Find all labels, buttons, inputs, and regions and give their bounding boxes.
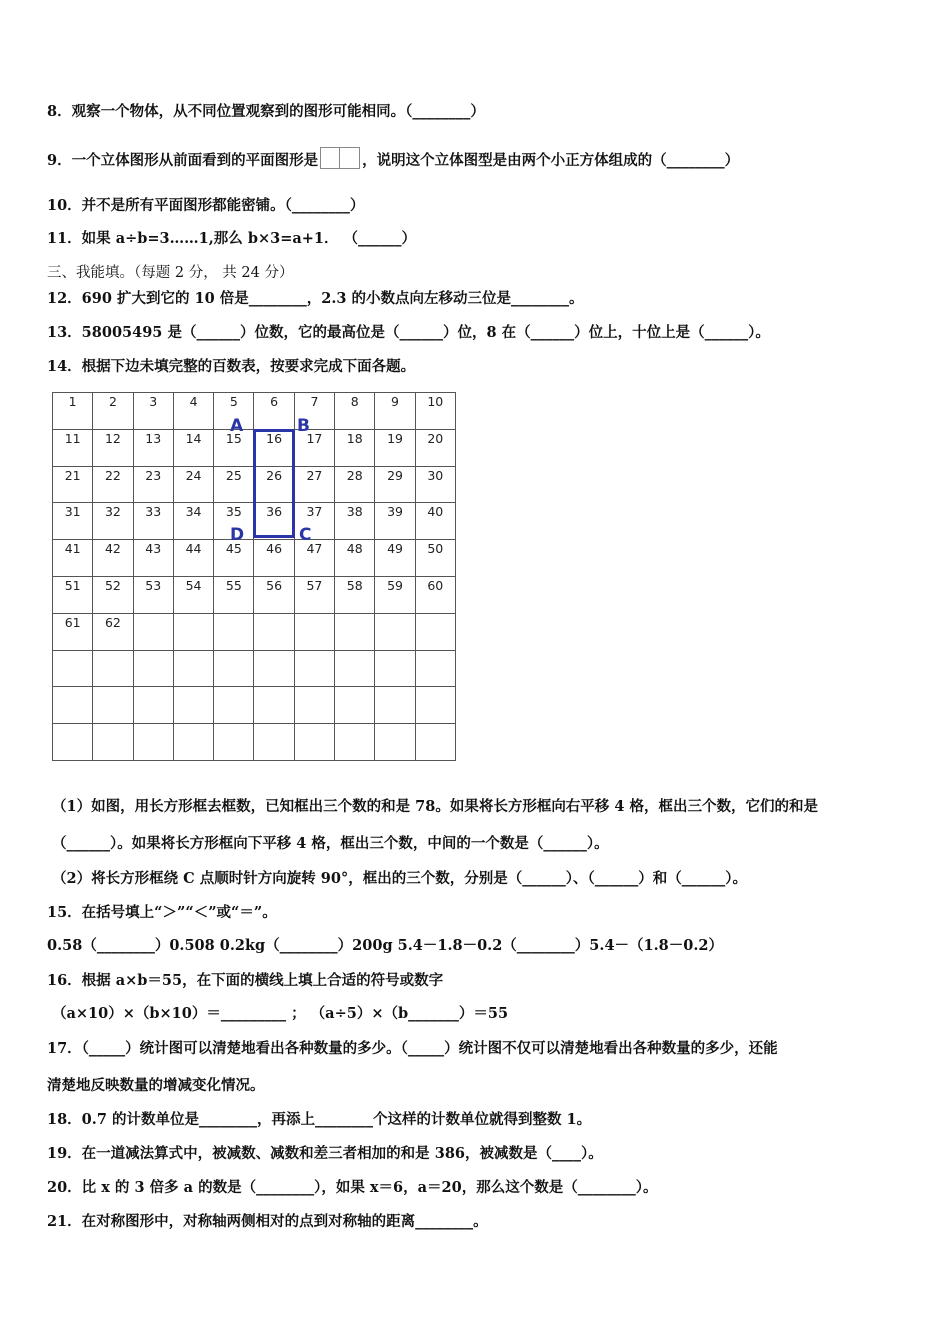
chart-cell	[415, 429, 455, 466]
chart-cell-number: 38	[346, 504, 363, 520]
chart-cell	[133, 393, 173, 430]
chart-cell	[133, 687, 173, 724]
chart-cell-number: 46	[266, 541, 283, 557]
chart-cell	[53, 650, 93, 687]
chart-cell	[415, 540, 455, 577]
chart-cell	[53, 466, 93, 503]
chart-cell-number: 13	[145, 430, 162, 446]
chart-cell	[133, 724, 173, 761]
question-14-part2: （2）将长方形框绕 C 点顺时针方向旋转 90°，框出的三个数，分别是（______）、（______）和（______）。	[52, 870, 747, 887]
chart-cell-number: 60	[427, 577, 444, 593]
chart-cell	[294, 613, 334, 650]
chart-cell	[133, 466, 173, 503]
chart-cell-number: 28	[346, 467, 363, 483]
chart-cell	[415, 650, 455, 687]
chart-cell-number: 2	[108, 394, 117, 409]
chart-cell-number: 12	[104, 430, 121, 446]
chart-cell-number: 53	[145, 577, 162, 593]
chart-cell-number: 55	[225, 577, 242, 593]
chart-cell-number: 8	[350, 394, 359, 409]
chart-cell-number: 10	[427, 394, 444, 409]
chart-cell-number: 9	[391, 394, 399, 409]
chart-cell	[93, 724, 133, 761]
chart-cell	[335, 724, 375, 761]
chart-cell	[415, 466, 455, 503]
chart-cell	[375, 466, 415, 503]
chart-cell-number: 11	[64, 430, 81, 446]
chart-cell	[214, 613, 254, 650]
chart-cell-number: 59	[387, 577, 403, 593]
question-14: 14．根据下边未填完整的百数表，按要求完成下面各题。	[47, 358, 416, 375]
chart-cell-number: 48	[346, 541, 363, 557]
chart-cell	[173, 650, 213, 687]
frame-rectangle	[253, 429, 295, 538]
chart-cell-number: 57	[306, 577, 323, 593]
chart-cell	[133, 429, 173, 466]
question-10: 10．并不是所有平面图形都能密铺。（________）	[47, 197, 365, 214]
chart-cell-number: 33	[145, 504, 162, 520]
chart-cell-number: 41	[64, 541, 81, 557]
chart-cell	[294, 540, 334, 577]
chart-cell-number: 23	[145, 467, 162, 483]
chart-row	[53, 613, 456, 650]
chart-cell-number: 16	[266, 430, 283, 446]
chart-cell	[254, 540, 294, 577]
chart-row	[53, 576, 456, 613]
chart-cell	[335, 613, 375, 650]
chart-cell	[375, 576, 415, 613]
chart-cell-number: 40	[427, 504, 444, 520]
corner-label-a: A	[230, 416, 244, 436]
question-15: 15．在括号填上“＞”“＜”或“＝”。	[47, 904, 277, 921]
chart-cell-number: 61	[64, 614, 81, 630]
chart-cell	[53, 687, 93, 724]
chart-cell-number: 32	[104, 504, 121, 520]
chart-cell	[335, 503, 375, 540]
chart-cell	[375, 393, 415, 430]
chart-cell	[375, 540, 415, 577]
chart-cell	[53, 393, 93, 430]
chart-cell	[415, 576, 455, 613]
question-9-text-b: ，说明这个立体图型是由两个小正方体组成的（________）	[362, 152, 740, 169]
question-15-items: 0.58（________）0.508 0.2kg（________）200g 5.4－1.8－0.2（________）5.4－（1.8－0.2）	[47, 937, 723, 954]
chart-cell	[173, 503, 213, 540]
chart-cell	[173, 466, 213, 503]
chart-cell-number: 56	[266, 577, 283, 593]
chart-cell-number: 39	[387, 504, 403, 520]
chart-cell	[294, 687, 334, 724]
chart-cell-number: 52	[104, 577, 121, 593]
chart-cell	[173, 724, 213, 761]
chart-cell-number: 58	[346, 577, 363, 593]
chart-cell-number: 3	[149, 394, 158, 409]
question-14-part1-b: （______）。如果将长方形框向下平移 4 格，框出三个数，中间的一个数是（______）。	[52, 835, 609, 852]
chart-cell	[93, 540, 133, 577]
question-16-items: （a×10）×（b×10）＝_________ ； （a÷5）×（b_______）＝55	[52, 1005, 509, 1022]
chart-cell	[375, 503, 415, 540]
chart-cell	[93, 393, 133, 430]
chart-cell	[335, 393, 375, 430]
chart-row	[53, 724, 456, 761]
chart-row	[53, 687, 456, 724]
chart-cell	[254, 724, 294, 761]
chart-cell	[173, 540, 213, 577]
chart-cell-number: 17	[306, 430, 323, 446]
chart-cell	[173, 613, 213, 650]
chart-cell-number: 54	[185, 577, 202, 593]
chart-row	[53, 540, 456, 577]
chart-cell-number: 25	[225, 467, 242, 483]
chart-cell-number: 15	[225, 430, 242, 446]
chart-cell	[415, 724, 455, 761]
chart-cell	[133, 613, 173, 650]
chart-cell	[173, 429, 213, 466]
chart-cell	[133, 576, 173, 613]
chart-cell-number: 21	[64, 467, 81, 483]
chart-cell	[53, 429, 93, 466]
chart-cell	[415, 503, 455, 540]
chart-cell	[254, 687, 294, 724]
corner-label-b: B	[297, 416, 310, 436]
chart-cell	[214, 687, 254, 724]
chart-cell-number: 42	[104, 541, 121, 557]
chart-cell-number: 20	[427, 430, 444, 446]
question-9	[47, 147, 739, 171]
chart-cell	[415, 687, 455, 724]
chart-cell	[173, 576, 213, 613]
chart-cell-number: 36	[266, 504, 283, 520]
chart-cell-number: 49	[387, 541, 403, 557]
chart-cell-number: 34	[185, 504, 202, 520]
chart-cell	[254, 393, 294, 430]
question-8: 8．观察一个物体，从不同位置观察到的图形可能相同。（________）	[47, 103, 485, 120]
chart-cell-number: 45	[225, 541, 242, 557]
chart-cell	[214, 466, 254, 503]
chart-cell-number: 22	[104, 467, 121, 483]
chart-cell	[133, 650, 173, 687]
chart-cell	[335, 576, 375, 613]
chart-cell	[93, 576, 133, 613]
chart-cell-number: 6	[270, 394, 279, 409]
question-19: 19．在一道减法算式中，被减数、减数和差三者相加的和是 386，被减数是（____）。	[47, 1145, 603, 1162]
question-16: 16．根据 a×b＝55，在下面的横线上填上合适的符号或数字	[47, 972, 444, 989]
question-20: 20．比 x 的 3 倍多 a 的数是（________），如果 x＝6，a＝20，那么这个数是（________）。	[47, 1179, 658, 1196]
chart-cell	[294, 466, 334, 503]
chart-cell	[335, 650, 375, 687]
chart-cell	[93, 687, 133, 724]
chart-cell-number: 50	[427, 541, 444, 557]
chart-cell	[53, 613, 93, 650]
chart-cell-number: 19	[387, 430, 403, 446]
chart-cell-number: 37	[306, 504, 323, 520]
corner-label-d: D	[230, 525, 245, 545]
chart-cell	[375, 687, 415, 724]
question-21: 21．在对称图形中，对称轴两侧相对的点到对称轴的距离________。	[47, 1213, 488, 1230]
chart-cell-number: 27	[306, 467, 323, 483]
chart-cell-number: 4	[189, 394, 198, 409]
chart-cell-number: 35	[225, 504, 242, 520]
chart-cell	[375, 650, 415, 687]
chart-cell	[53, 503, 93, 540]
question-9-text-a: 9．一个立体图形从前面看到的平面图形是	[47, 152, 319, 169]
chart-cell	[93, 650, 133, 687]
chart-cell	[415, 393, 455, 430]
chart-cell-number: 1	[68, 394, 77, 409]
chart-row	[53, 650, 456, 687]
chart-cell-number: 24	[185, 467, 202, 483]
two-squares-figure	[320, 147, 360, 169]
chart-cell	[254, 650, 294, 687]
question-13: 13．58005495 是（______）位数，它的最高位是（______）位，8 在（______）位上，十位上是（______）。	[47, 324, 770, 341]
chart-cell	[294, 576, 334, 613]
question-17-a: 17．（_____）统计图可以清楚地看出各种数量的多少。（_____）统计图不仅可以清楚地看出各种数量的多少，还能	[47, 1040, 778, 1057]
chart-cell-number: 44	[185, 541, 202, 557]
chart-cell	[173, 393, 213, 430]
chart-cell	[93, 429, 133, 466]
question-14-part1-a: （1）如图，用长方形框去框数，已知框出三个数的和是 78。如果将长方形框向右平移 4 格，框出三个数，它们的和是	[52, 798, 818, 815]
chart-cell	[375, 613, 415, 650]
chart-cell	[93, 503, 133, 540]
chart-cell	[375, 724, 415, 761]
chart-cell	[214, 724, 254, 761]
chart-cell-number: 5	[229, 394, 238, 409]
chart-cell-number: 51	[64, 577, 81, 593]
chart-cell	[375, 429, 415, 466]
chart-cell-number: 31	[64, 504, 81, 520]
chart-cell-number: 18	[346, 430, 363, 446]
chart-cell	[335, 540, 375, 577]
chart-cell	[335, 687, 375, 724]
chart-cell	[335, 466, 375, 503]
chart-cell	[214, 576, 254, 613]
chart-cell	[53, 724, 93, 761]
chart-cell-number: 47	[306, 541, 323, 557]
chart-cell	[254, 576, 294, 613]
corner-label-c: C	[299, 525, 312, 545]
chart-cell	[53, 540, 93, 577]
chart-cell	[294, 650, 334, 687]
chart-cell	[93, 613, 133, 650]
chart-cell	[254, 613, 294, 650]
chart-cell-number: 43	[145, 541, 162, 557]
chart-cell	[214, 540, 254, 577]
chart-cell	[133, 540, 173, 577]
chart-cell	[133, 503, 173, 540]
section-3-heading: 三、我能填。（每题 2 分， 共 24 分）	[47, 265, 294, 281]
hundred-chart	[52, 392, 456, 761]
chart-cell	[214, 650, 254, 687]
chart-cell	[53, 576, 93, 613]
question-11: 11．如果 a÷b=3……1,那么 b×3=a+1． （______）	[47, 230, 417, 247]
chart-cell-number: 7	[310, 394, 319, 409]
chart-cell-number: 26	[266, 467, 283, 483]
chart-cell-number: 62	[104, 614, 121, 630]
question-17-b: 清楚地反映数量的增减变化情况。	[47, 1077, 265, 1094]
chart-cell	[173, 687, 213, 724]
chart-cell-number: 14	[185, 430, 202, 446]
chart-cell-number: 29	[387, 467, 403, 483]
chart-cell	[93, 466, 133, 503]
chart-cell	[335, 429, 375, 466]
chart-cell	[415, 613, 455, 650]
chart-cell-number: 30	[427, 467, 444, 483]
chart-cell	[294, 724, 334, 761]
chart-row	[53, 393, 456, 430]
question-18: 18．0.7 的计数单位是________，再添上________个这样的计数单位就得到整数 1。	[47, 1111, 592, 1128]
question-12: 12．690 扩大到它的 10 倍是________，2.3 的小数点向左移动三位是________。	[47, 290, 584, 307]
